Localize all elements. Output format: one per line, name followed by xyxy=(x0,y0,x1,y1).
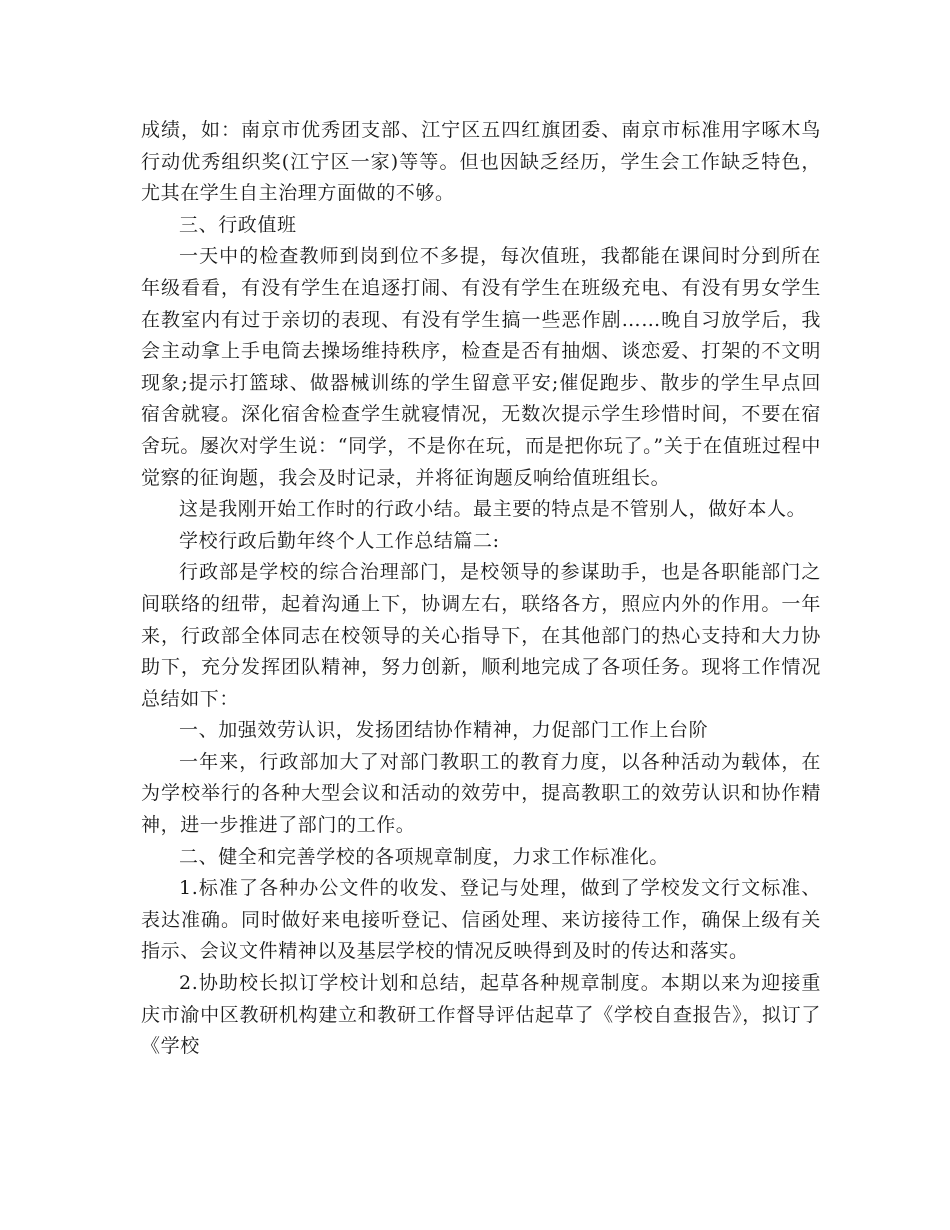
document-body xyxy=(141,115,821,1063)
article-title-2: 学校行政后勤年终个人工作总结篇二: xyxy=(179,529,500,552)
section-heading-1: 一、加强效劳认识，发扬团结协作精神，力促部门工作上台阶 xyxy=(179,719,709,742)
paragraph-3: 一天中的检查教师到岗到位不多提，每次值班，我都能在课间时分到所在年级看看，有没有学生在追逐打闹、有没有学生在班级充电、有没有男女学生在教室内有过于亲切的表现、有没有学生搞一些恶作剧……晚自习放学后，我会主动拿上手电筒去操场维持秩序，检查是否有抽烟、谈恋爱、打架的不文明现象;提示打篮球、做器械训练的学生留意平安;催促跑步、散步的学生早点回宿舍就寝。深化宿舍检查学生就寝情况，无数次提示学生珍惜时间，不要在宿舍玩。屡次对学生说：“同学，不是你在玩，而是把你玩了。”关于在值班过程中觉察的征询题，我会及时记录，并将征询题反响给值班组长。 xyxy=(141,245,821,489)
paragraph-4: 这是我刚开始工作时的行政小结。最主要的特点是不管别人，做好本人。 xyxy=(179,498,807,521)
paragraph-6: 行政部是学校的综合治理部门，是校领导的参谋助手，也是各职能部门之间联络的纽带，起着沟通上下，协调左右，联络各方，照应内外的作用。一年来，行政部全体同志在校领导的关心指导下，在其他部门的热心支持和大力协助下，充分发挥团队精神，努力创新，顺利地完成了各项任务。现将工作情况总结如下： xyxy=(141,561,821,710)
section-heading-2: 二、健全和完善学校的各项规章制度，力求工作标准化。 xyxy=(179,845,670,868)
list-item-1: 1.标准了各种办公文件的收发、登记与处理，做到了学校发文行文标准、表达准确。同时做好来电接听登记、信函处理、来访接待工作，确保上级有关指示、会议文件精神以及基层学校的情况反映得到及时的传达和落实。 xyxy=(141,877,821,963)
paragraph-8: 一年来，行政部加大了对部门教职工的教育力度，以各种活动为载体，在为学校举行的各种大型会议和活动的效劳中，提高教职工的效劳认识和协作精神，进一步推进了部门的工作。 xyxy=(141,750,821,837)
section-heading-3: 三、行政值班 xyxy=(179,213,297,236)
list-item-2: 2.协助校长拟订学校计划和总结，起草各种规章制度。本期以来为迎接重庆市渝中区教研机构建立和教研工作督导评估起草了《学校自查报告》，拟订了《学校 xyxy=(141,972,821,1058)
paragraph-1: 成绩，如：南京市优秀团支部、江宁区五四红旗团委、南京市标准用字啄木鸟行动优秀组织奖(江宁区一家)等等。但也因缺乏经历，学生会工作缺乏特色，尤其在学生自主治理方面做的不够。 xyxy=(141,119,821,205)
